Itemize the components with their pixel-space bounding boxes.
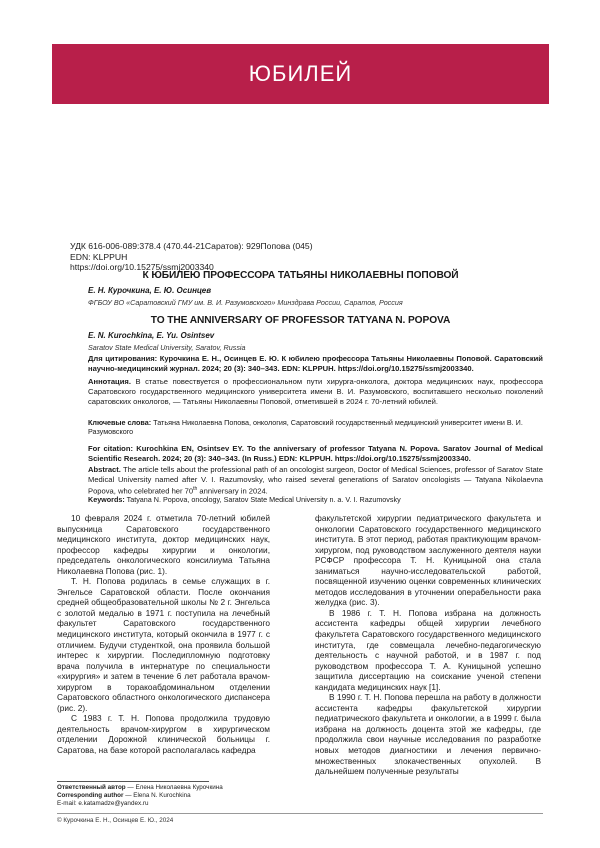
- citation-ru-label: Для цитирования:: [88, 354, 158, 363]
- abstract-ru-text: В статье повествуется о профессиональном пути хирурга-онколога, доктора медицинских наук, профессора Саратовского государственного медицинского университета имени В. И. Разумовского, воспитавшего несколько поколений саратовских онкологов, — Татьяны Николаевны Поповой, отметившей в 2024 г. 70-летний юбилей.: [88, 377, 543, 406]
- keywords-ru-label: Ключевые слова:: [88, 418, 152, 427]
- abstract-en-text-end: anniversary in 2024.: [197, 486, 268, 496]
- keywords-en-text: Tatyana N. Popova, oncology, Saratov State Medical University n. a. V. I. Razumovsky: [126, 495, 401, 504]
- abstract-en-sup: th: [193, 485, 198, 492]
- abstract-en-text: The article tells about the professional path of an oncologist surgeon, Doctor of Medical Sciences, professor of Saratov State Medical University named after V. I. Razumovsky, who raised several generations of Saratov oncologists — Tatyana Nikolaevna Popova, who celebrated her 70: [88, 465, 543, 496]
- body-paragraph: факультетской хирургии педиатрического факультета и онкологии Саратовского государственного медицинского института. В этот период, работая практикующим врачом-хирургом, под руководством заслуженного деятеля науки РСФСР профессора Т. Н. Куницыной она стала заниматься научно-исследовательской работой, посвященной изучению оценки современных клинических методов исследования в уточнении операбельности рака желудка (рис. 3).: [315, 513, 541, 608]
- abstract-ru-label: Аннотация.: [88, 377, 131, 386]
- abstract-en: [88, 465, 543, 496]
- body-paragraph: В 1990 г. Т. Н. Попова перешла на работу в должности ассистента кафедры факультетской хирургии педиатрического факультета и онкологии, а в 1999 г. была избрана на должность доцента этой же кафедры, где продолжила свои научные исследования по разработке новых методов диагностики и лечения первично-множественных злокачественных опухолей. В дальнейшем полученные результаты: [315, 692, 541, 777]
- body-paragraph: С 1983 г. Т. Н. Попова продолжила трудовую деятельность врачом-хирургом в хирургическом отделении Дорожной клинической больницы г. Саратова, на базе которой располагалась кафедра: [57, 713, 270, 756]
- keywords-en: [88, 495, 543, 504]
- keywords-ru-text: Татьяна Николаевна Попова, онкология, Саратовский государственный медицинский университет имени В. И. Разумовского: [88, 418, 523, 437]
- citation-en-text: Kurochkina EN, Osintsev EY. To the anniversary of professor Tatyana N. Popova. Saratov Journal of Medical Scientific Research. 2024; 20 (3): 340–343. (In Russ.) EDN: KLPPUH. https://doi.org/10.15275/ssmj2003340.: [88, 444, 544, 463]
- section-banner: [52, 44, 549, 104]
- doi-link[interactable]: https://doi.org/10.15275/ssmj2003340: [70, 262, 214, 273]
- abstract-en-label: Abstract.: [88, 465, 121, 474]
- affiliation-en: Saratov State Medical University, Saratov, Russia: [88, 343, 246, 352]
- responsible-name: — Елена Николаевна Курочкина: [125, 784, 223, 791]
- copyright-divider: [57, 813, 543, 814]
- copyright: © Курочкина Е. Н., Осинцев Е. Ю., 2024: [57, 817, 174, 824]
- body-column-right: [315, 513, 541, 777]
- section-title: ЮБИЛЕЙ: [248, 61, 353, 86]
- citation-en: [88, 444, 543, 464]
- article-title-en: TO THE ANNIVERSARY OF PROFESSOR TATYANA N. POPOVA: [150, 315, 451, 326]
- article-title-ru: К ЮБИЛЕЮ ПРОФЕССОРА ТАТЬЯНЫ НИКОЛАЕВНЫ ПОПОВОЙ: [142, 270, 459, 281]
- affiliation-ru: ФГБОУ ВО «Саратовский ГМУ им. В. И. Разумовского» Минздрава России, Саратов, Россия: [88, 298, 403, 307]
- citation-en-label: For citation:: [88, 444, 133, 453]
- edn-code: EDN: KLPPUH: [70, 251, 128, 262]
- article-meta: [70, 241, 540, 273]
- corresponding-name: — Elena N. Kurochkina: [123, 792, 191, 799]
- footnote-email[interactable]: E-mail: e.katamadze@yandex.ru: [57, 800, 149, 807]
- body-paragraph: В 1986 г. Т. Н. Попова избрана на должность ассистента кафедры общей хирургии лечебного факультета Саратовского государственного медицинского института, где совмещала лечебно-педагогическую деятельность с научной работой, и в 1987 г. под руководством профессора Т. А. Куницыной успешно защитила диссертацию на соискание ученой степени кандидата медицинских наук [1].: [315, 607, 541, 692]
- udk-code: УДК 616-006-089:378.4 (470.44-21Саратов): 929Попова (045): [70, 241, 313, 251]
- responsible-label: Ответственный автор: [57, 784, 126, 791]
- abstract-ru: [88, 377, 543, 406]
- keywords-ru: [88, 418, 543, 437]
- body-paragraph: 10 февраля 2024 г. отметила 70-летний юбилей выпускница Саратовского государственного медицинского института, доктор медицинских наук, профессор кафедры хирургии и онкологии, председатель онкологического консилиума Татьяна Николаевна Попова (рис. 1).: [57, 513, 270, 576]
- authors-en: E. N. Kurochkina, E. Yu. Osintsev: [88, 331, 215, 340]
- body-paragraph: Т. Н. Попова родилась в семье служащих в г. Энгельсе Саратовской области. После окончания средней общеобразовательной школы № 2 г. Энгельса с золотой медалью в 1971 г. поступила на лечебный факультет Саратовского государственного медицинского института, который окончила в 1977 г. с отличием. Будучи студенткой, она проявила большой интерес к хирургии. Последипломную подготовку врача получила в интернатуре по специальности «хирургия» и затем в течение 6 лет работала врачом-хирургом в торакоабдоминальном отделении Саратовского областного онкологического диспансера (рис. 2).: [57, 576, 270, 713]
- body-column-left: [57, 513, 270, 756]
- keywords-en-label: Keywords:: [88, 495, 125, 504]
- footnote-divider: [57, 781, 209, 782]
- authors-ru: Е. Н. Курочкина, Е. Ю. Осинцев: [88, 286, 212, 295]
- corresponding-label: Corresponding author: [57, 792, 124, 799]
- citation-ru: [88, 354, 543, 374]
- citation-ru-text: Курочкина Е. Н., Осинцев Е. Ю. К юбилею профессора Татьяны Николаевны Поповой. Саратовский научно-медицинский журнал. 2024; 20 (3): 340–343. EDN: KLPPUH. https://doi.org/10.15275/ssmj2003340.: [88, 354, 543, 373]
